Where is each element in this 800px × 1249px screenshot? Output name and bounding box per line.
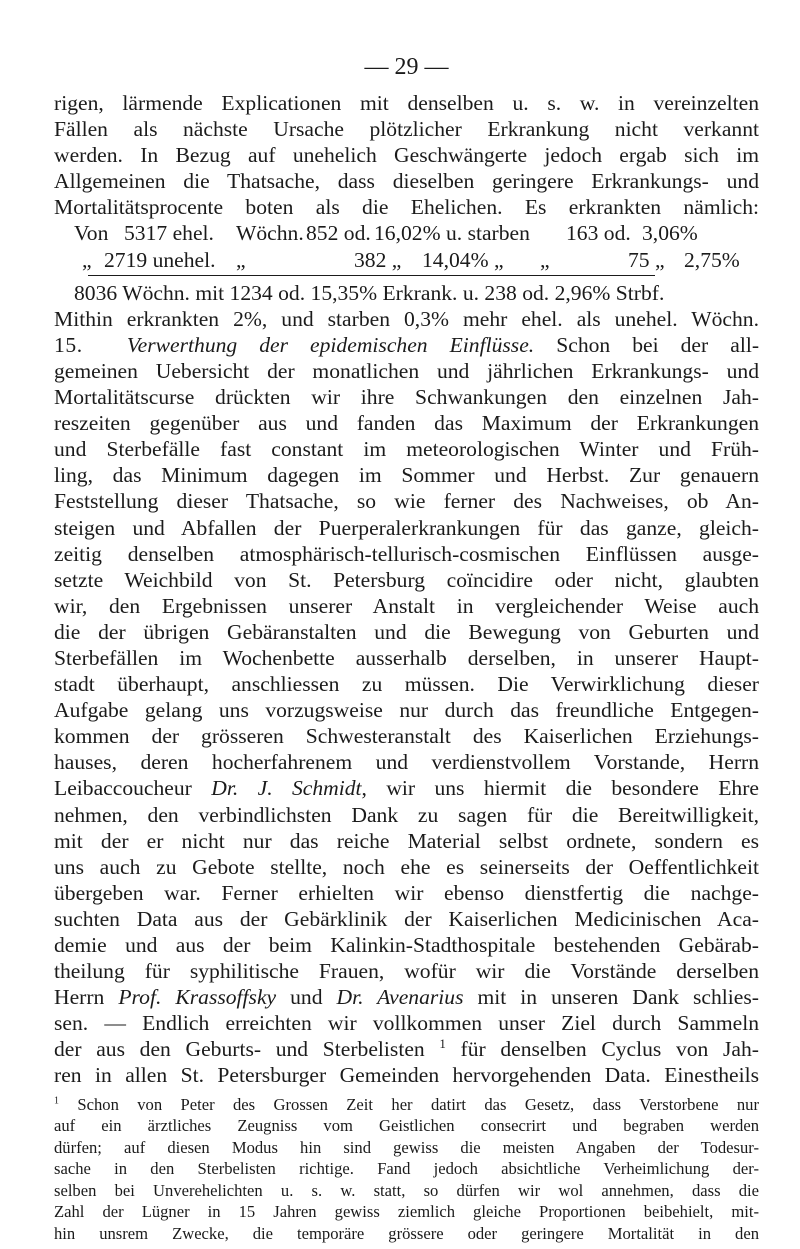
text-line: stadt überhaupt, anschliessen zu müssen. Die Verwirklichung dieser: [54, 672, 759, 697]
section-heading-line: [54, 332, 759, 358]
text-line: [54, 984, 759, 1010]
statistics-table: [54, 220, 759, 305]
page-number: — 29 —: [364, 54, 449, 80]
text-fragment: der aus den Geburts- und Sterbelisten: [54, 1037, 440, 1062]
footnote-line: hin unsrem Zwecke, die temporäre grössere oder geringere Mortalität in den: [54, 1223, 759, 1243]
text-line: Allgemeinen die Thatsache, dass dieselben geringere Erkrankungs- und: [54, 169, 759, 194]
stats-cell: Von: [74, 221, 109, 246]
text-line: reszeiten gegenüber aus und fanden das Maximum der Erkrankungen: [54, 411, 759, 436]
sum-rule: [88, 275, 655, 276]
stats-cell: „: [82, 247, 92, 272]
text-line: hauses, deren hocherfahrenem und verdienstvollem Vorstande, Herrn: [54, 750, 759, 775]
stats-cell: 163 od.: [566, 221, 631, 246]
stats-cell: 852 od.: [306, 221, 371, 246]
section-title: Verwerthung der epidemischen Einflüsse.: [126, 332, 535, 357]
stats-cell: 75 „: [628, 247, 665, 272]
text-line: Mithin erkrankten 2%, und starben 0,3% mehr ehel. als unehel. Wöchn.: [54, 306, 759, 331]
text-line: steigen und Abfallen der Puerperalerkrankungen für das ganze, gleich-: [54, 515, 759, 540]
text-line: [54, 775, 759, 801]
footnote-line: [54, 1094, 759, 1116]
text-line: setzte Weichbild von St. Petersburg coïncidire oder nicht, glaubten: [54, 567, 759, 592]
text-fragment: Leibaccoucheur: [54, 776, 212, 801]
text-line: und Sterbefälle fast constant im meteorologischen Winter und Früh-: [54, 437, 759, 462]
intro-paragraph: [54, 90, 759, 220]
text-line: zeitig denselben atmosphärisch-tellurisch-cosmischen Einflüssen ausge-: [54, 541, 759, 566]
stats-cell: 5317 ehel.: [124, 221, 214, 246]
text-line: kommen der grösseren Schwesteranstalt des Kaiserlichen Erziehungs-: [54, 724, 759, 749]
text-line: gemeinen Uebersicht der monatlichen und jährlichen Erkrankungs- und: [54, 358, 759, 383]
text-line: Feststellung dieser Thatsache, so wie ferner des Nachweises, ob An-: [54, 489, 759, 514]
document-page: [54, 52, 759, 1244]
footnote-line: Zahl der Lügner in 15 Jahren gewiss ziemlich gleiche Proportionen beibehielt, mit-: [54, 1202, 759, 1222]
section-text: Schon bei der all-: [556, 332, 759, 357]
section-number: 15.: [54, 332, 83, 357]
text-line: die der übrigen Gebäranstalten und die Bewegung von Geburten und: [54, 619, 759, 644]
footnote-line: dürfen; auf diesen Modus hin sind gewiss die meisten Angaben der Todesur-: [54, 1137, 759, 1157]
footnote-line: sache in den Sterbelisten richtige. Fand jedoch absichtliche Verheimlichung der-: [54, 1159, 759, 1179]
text-line: rigen, lärmende Explicationen mit denselben u. s. w. in vereinzelten: [54, 91, 759, 115]
body-paragraph: [54, 306, 759, 1089]
stats-cell: 3,06%: [642, 221, 698, 246]
footnote-line: auf ein ärztliches Zeugniss vom Geistlichen consecrirt und begraben werden: [54, 1116, 759, 1136]
footnote-mark: 1: [54, 1095, 59, 1107]
text-fragment: , wir uns hiermit die besondere Ehre: [361, 776, 759, 801]
person-name: Prof. Krassoffsky: [118, 985, 277, 1010]
text-fragment: mit in unseren Dank schlies-: [463, 985, 759, 1010]
stats-cell: „: [540, 247, 550, 272]
stats-cell: 14,04% „: [422, 247, 504, 272]
text-line: Sterbefällen im Wochenbette ausserhalb derselben, in unserer Haupt-: [54, 645, 759, 670]
stats-total: 8036 Wöchn. mit 1234 od. 15,35% Erkrank. u. 238 od. 2,96% Strbf.: [74, 280, 665, 305]
text-line: ren in allen St. Petersburger Gemeinden hervorgehenden Data. Einestheils: [54, 1063, 759, 1088]
stats-cell: Wöchn.: [236, 221, 304, 246]
text-fragment: Schon von Peter des Grossen Zeit her datirt das Gesetz, dass Verstorbene nur: [77, 1094, 759, 1114]
text-line: werden. In Bezug auf unehelich Geschwängerte jedoch ergab sich im: [54, 143, 759, 168]
text-line: theilung für syphilitische Frauen, wofür wir die Vorstände derselben: [54, 959, 759, 984]
text-line: Mortalitätscurse drückten wir ihre Schwankungen den einzelnen Jah-: [54, 385, 759, 410]
stats-row-married: [54, 220, 759, 246]
person-name: Dr. Avenarius: [336, 985, 464, 1010]
text-line: mit der er nicht nur das reiche Material selbst ordnete, sondern es: [54, 828, 759, 853]
text-line: suchten Data aus der Gebärklinik der Kaiserlichen Medicinischen Aca-: [54, 906, 759, 931]
footnote-line: selben bei Unverehelichten u. s. w. statt, so dürfen wir wol annehmen, dass die: [54, 1180, 759, 1200]
stats-cell: 16,02% u. starben: [374, 221, 530, 246]
stats-cell: „: [236, 247, 246, 272]
text-fragment: Herrn: [54, 985, 119, 1010]
text-line: Fällen als nächste Ursache plötzlicher Erkrankung nicht verkannt: [54, 117, 759, 142]
text-line: Aufgabe gelang uns vorzugsweise nur durch das freundliche Entgegen-: [54, 698, 759, 723]
text-line: ling, das Minimum dagegen im Sommer und Herbst. Zur genauern: [54, 463, 759, 488]
person-name: Dr. J. Schmidt: [211, 776, 362, 801]
stats-cell: 2719 unehel.: [104, 247, 216, 272]
text-line: sen. — Endlich erreichten wir vollkommen unser Ziel durch Sammeln: [54, 1011, 759, 1036]
stats-cell: 382 „: [354, 247, 402, 272]
text-line: übergeben war. Ferner erhielten wir ebenso dienstfertig die nachge-: [54, 880, 759, 905]
stats-cell: 2,75%: [684, 247, 740, 272]
text-line: wir, den Ergebnissen unserer Anstalt in vergleichender Weise auch: [54, 593, 759, 618]
text-line: uns auch zu Gebote stellte, noch ehe es seinerseits der Oeffentlichkeit: [54, 854, 759, 879]
text-line: [54, 1036, 759, 1062]
stats-row-unmarried: [54, 247, 759, 273]
text-fragment: für denselben Cyclus von Jah-: [445, 1037, 759, 1062]
text-line: demie und aus der beim Kalinkin-Stadthospitale bestehenden Gebärab-: [54, 933, 759, 957]
text-fragment: und: [276, 985, 337, 1010]
footnote: [54, 1094, 759, 1245]
text-line: nehmen, den verbindlichsten Dank zu sagen für die Bereitwilligkeit,: [54, 802, 759, 827]
footnote-reference: 1: [439, 1036, 446, 1052]
text-line: Mortalitätsprocente boten als die Ehelichen. Es erkrankten nämlich:: [54, 195, 759, 220]
